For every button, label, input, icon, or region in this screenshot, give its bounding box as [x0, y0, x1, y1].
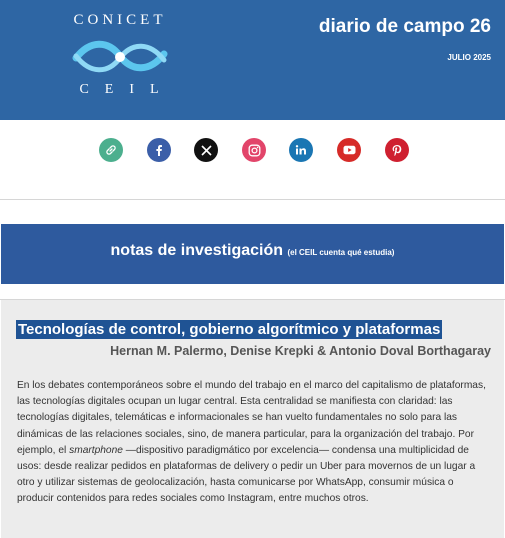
logo-top-text: CONICET — [73, 12, 167, 28]
article-card — [1, 300, 504, 538]
section-subtitle: (el CEIL cuenta qué estudia) — [287, 248, 395, 257]
header — [0, 0, 505, 120]
issue-date: JULIO 2025 — [447, 53, 491, 62]
conicet-ceil-logo[interactable] — [64, 12, 176, 97]
logo-bottom-text: CEIL — [79, 82, 175, 97]
linkedin-icon[interactable] — [289, 138, 313, 162]
section-title: notas de investigación — [110, 242, 284, 259]
article-title[interactable]: Tecnologías de control, gobierno algorítmico y plataformas — [18, 321, 441, 338]
youtube-icon[interactable] — [337, 138, 361, 162]
section-banner — [1, 224, 504, 284]
issue-title: diario de campo 26 — [318, 16, 491, 37]
article-body: En los debates contemporáneos sobre el mundo del trabajo en el marco del capitalismo de plataformas, las tecnologías digitales ocupan un lugar central. Esta centralidad se manifiesta con claridad: las tecnologías digitales, telemáticas e informacionales se han vuelto fundamentales no solo para las dinámicas de las relaciones sociales, sino, de manera particular, para la organización del trabajo. Por ejemplo, el smartphone —dispositivo paradigmático por excelencia— condensa una multiplicidad de usos: desde realizar pedidos en plataformas de delivery o pedir un Uber para movernos de un lugar a otro y utilizar sistemas de geolocalización, hasta comunicarse por WhatsApp, consumir música o producir contenidos para redes sociales como Instagram, entre muchos otros. — [17, 380, 486, 505]
divider — [0, 199, 505, 200]
logo-wave-icon — [72, 34, 168, 78]
instagram-icon[interactable] — [242, 138, 266, 162]
x-icon[interactable] — [194, 138, 218, 162]
facebook-icon[interactable] — [147, 138, 171, 162]
pinterest-icon[interactable] — [385, 138, 409, 162]
link-icon[interactable] — [99, 138, 123, 162]
social-links — [0, 138, 505, 166]
italic-term: smartphone — [69, 444, 123, 456]
article-authors: Hernan M. Palermo, Denise Krepki & Antonio Doval Borthagaray — [110, 344, 491, 358]
